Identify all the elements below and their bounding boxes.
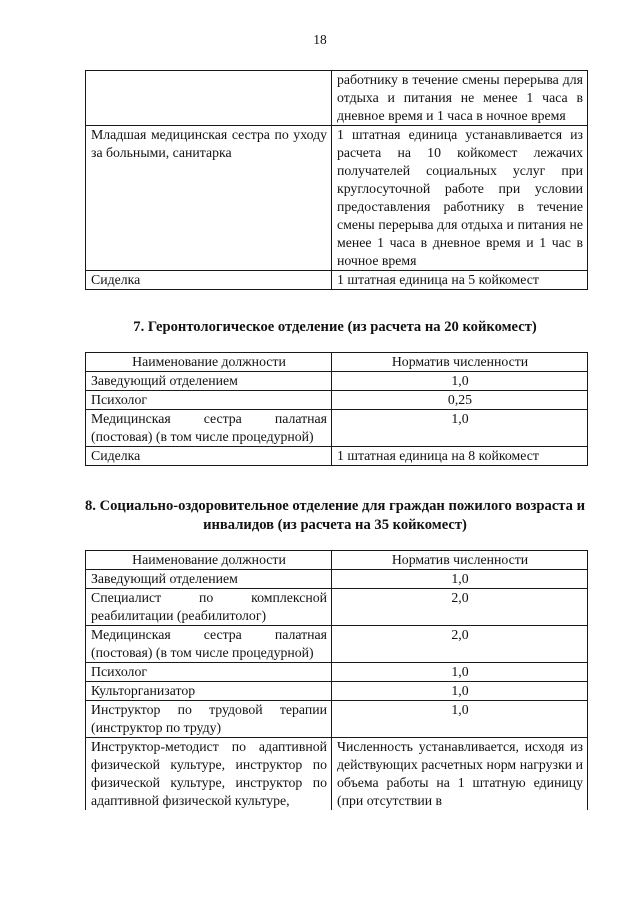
table-row xyxy=(86,126,588,271)
section-heading-7: 7. Геронтологическое отделение (из расчета на 20 койкомест) xyxy=(133,319,537,335)
norm-cell: 0,25 xyxy=(332,391,588,410)
norm-cell: Численность устанавливается, исходя из действующих расчетных норм нагрузки и объема работы на 1 штатную единицу (при отсутствии в xyxy=(332,738,588,811)
norm-cell: 1,0 xyxy=(332,701,588,738)
column-header-norm: Норматив численности xyxy=(332,353,588,372)
norm-cell: 1 штатная единица устанавливается из расчета на 10 койкомест лежачих получателей социальных услуг при круглосуточной работе при условии предоставления работнику в течение смены перерыва для отдыха и питания не менее 1 часа в дневное время и 1 час в ночное время xyxy=(332,126,588,271)
position-cell: Сиделка xyxy=(86,271,332,290)
norm-cell: 1 штатная единица на 8 койкомест xyxy=(332,447,588,466)
position-cell: Культорганизатор xyxy=(86,682,332,701)
position-cell: Инструктор-методист по адаптивной физической культуре, инструктор по физической культуре, инструктор по адаптивной физической культуре, xyxy=(86,738,332,811)
position-cell: Психолог xyxy=(86,391,332,410)
staffing-table-section-8 xyxy=(85,550,588,810)
staffing-table-continued xyxy=(85,70,588,290)
position-cell: Медицинская сестра палатная (постовая) (в том числе процедурной) xyxy=(86,626,332,663)
table-row xyxy=(86,570,588,589)
table-header-row xyxy=(86,353,588,372)
table-row xyxy=(86,447,588,466)
norm-cell: 1,0 xyxy=(332,570,588,589)
norm-cell: 2,0 xyxy=(332,589,588,626)
page-number: 18 xyxy=(313,32,327,47)
norm-cell: 1,0 xyxy=(332,663,588,682)
norm-cell: 1,0 xyxy=(332,682,588,701)
position-cell: Специалист по комплексной реабилитации (реабилитолог) xyxy=(86,589,332,626)
position-cell: Заведующий отделением xyxy=(86,570,332,589)
position-cell: Сиделка xyxy=(86,447,332,466)
table-row xyxy=(86,701,588,738)
table-row xyxy=(86,682,588,701)
table-row xyxy=(86,663,588,682)
norm-cell: работнику в течение смены перерыва для отдыха и питания не менее 1 часа в дневное время и 1 часа в ночное время xyxy=(332,71,588,126)
position-cell xyxy=(86,71,332,126)
position-cell: Психолог xyxy=(86,663,332,682)
norm-cell: 1 штатная единица на 5 койкомест xyxy=(332,271,588,290)
norm-cell: 1,0 xyxy=(332,372,588,391)
table-row xyxy=(86,71,588,126)
table-row xyxy=(86,626,588,663)
table-row xyxy=(86,372,588,391)
norm-cell: 1,0 xyxy=(332,410,588,447)
column-header-position: Наименование должности xyxy=(86,551,332,570)
norm-cell: 2,0 xyxy=(332,626,588,663)
section-heading-8: 8. Социально-оздоровительное отделение для граждан пожилого возраста и инвалидов (из расчета на 35 койкомест) xyxy=(84,498,586,533)
position-cell: Инструктор по трудовой терапии (инструктор по труду) xyxy=(86,701,332,738)
staffing-table-section-7 xyxy=(85,352,588,466)
table-row xyxy=(86,410,588,447)
column-header-norm: Норматив численности xyxy=(332,551,588,570)
table-row xyxy=(86,738,588,811)
position-cell: Младшая медицинская сестра по уходу за больными, санитарка xyxy=(86,126,332,271)
table-row xyxy=(86,271,588,290)
position-cell: Заведующий отделением xyxy=(86,372,332,391)
table-header-row xyxy=(86,551,588,570)
position-cell: Медицинская сестра палатная (постовая) (в том числе процедурной) xyxy=(86,410,332,447)
column-header-position: Наименование должности xyxy=(86,353,332,372)
table-row xyxy=(86,589,588,626)
table-row xyxy=(86,391,588,410)
